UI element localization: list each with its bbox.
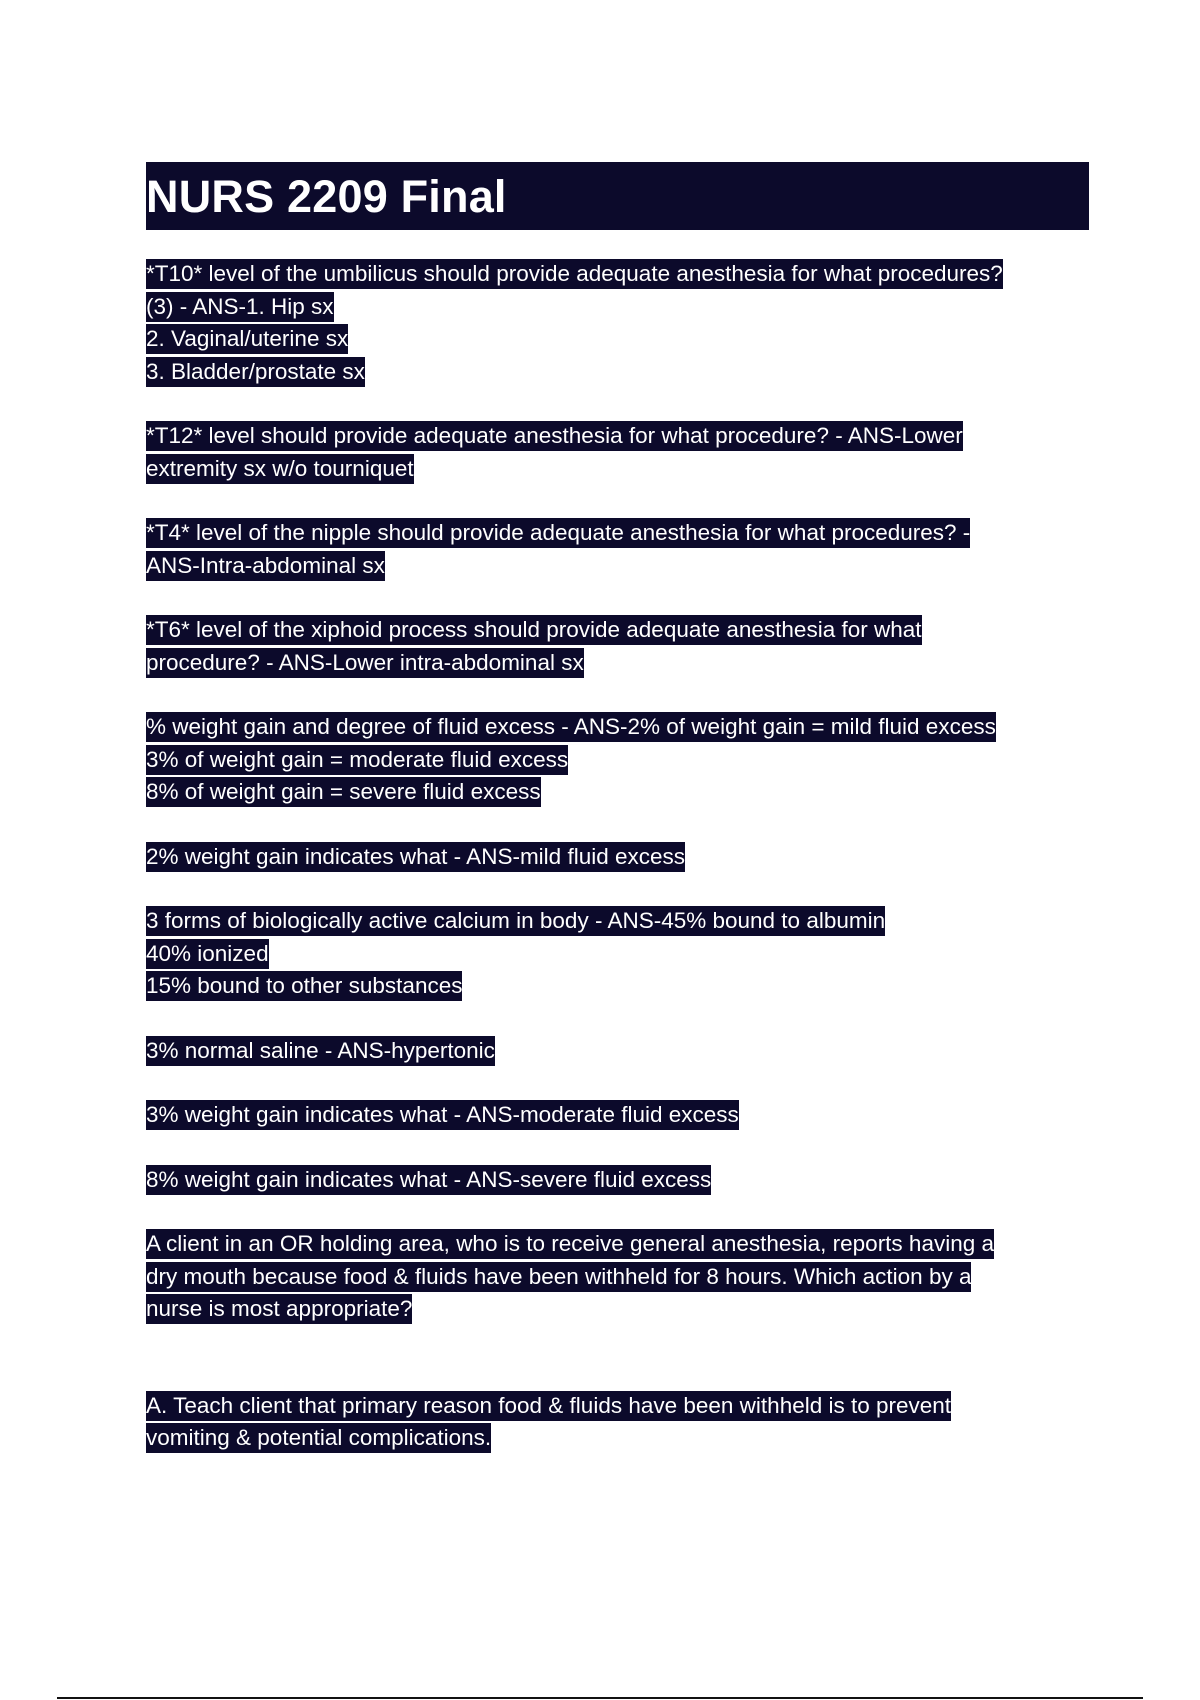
qa-line: 3 forms of biologically active calcium in body - ANS-45% bound to albumin — [146, 906, 885, 936]
qa-entry-t4 — [146, 517, 1089, 582]
qa-line: 15% bound to other substances — [146, 971, 462, 1001]
qa-entry-option-a — [146, 1390, 1089, 1455]
qa-line: 3% of weight gain = moderate fluid excess — [146, 745, 568, 775]
qa-line: 3. Bladder/prostate sx — [146, 357, 365, 387]
qa-line: 40% ionized — [146, 939, 269, 969]
qa-entry-t12 — [146, 420, 1089, 485]
qa-entry-2-percent — [146, 841, 1089, 874]
document-title: NURS 2209 Final — [146, 170, 507, 222]
qa-line: vomiting & potential complications. — [146, 1423, 491, 1453]
qa-line: 2. Vaginal/uterine sx — [146, 324, 348, 354]
qa-entry-weight-gain-degrees — [146, 711, 1089, 809]
qa-line: *T10* level of the umbilicus should provide adequate anesthesia for what procedures? — [146, 259, 1003, 289]
qa-line: ANS-Intra-abdominal sx — [146, 551, 385, 581]
qa-line: *T4* level of the nipple should provide adequate anesthesia for what procedures? - — [146, 518, 970, 548]
qa-entry-or-holding-question — [146, 1228, 1089, 1326]
qa-line: 2% weight gain indicates what - ANS-mild fluid excess — [146, 842, 685, 872]
qa-line: *T12* level should provide adequate anesthesia for what procedure? - ANS-Lower — [146, 421, 963, 451]
qa-line: (3) - ANS-1. Hip sx — [146, 292, 334, 322]
qa-entry-normal-saline — [146, 1035, 1089, 1068]
qa-line: extremity sx w/o tourniquet — [146, 454, 414, 484]
qa-line: 3% weight gain indicates what - ANS-moderate fluid excess — [146, 1100, 739, 1130]
qa-line: *T6* level of the xiphoid process should provide adequate anesthesia for what — [146, 615, 922, 645]
qa-line: nurse is most appropriate? — [146, 1294, 412, 1324]
qa-line: procedure? - ANS-Lower intra-abdominal sx — [146, 648, 584, 678]
qa-line: % weight gain and degree of fluid excess - ANS-2% of weight gain = mild fluid excess — [146, 712, 996, 742]
qa-entry-t6 — [146, 614, 1089, 679]
qa-line: dry mouth because food & fluids have been withheld for 8 hours. Which action by a — [146, 1262, 971, 1292]
qa-list — [146, 258, 1089, 1455]
document-page — [146, 162, 1089, 1487]
qa-entry-3-percent — [146, 1099, 1089, 1132]
title-banner — [146, 162, 1089, 230]
qa-line: 3% normal saline - ANS-hypertonic — [146, 1036, 495, 1066]
qa-entry-8-percent — [146, 1164, 1089, 1197]
qa-line: 8% weight gain indicates what - ANS-severe fluid excess — [146, 1165, 711, 1195]
qa-entry-t10 — [146, 258, 1089, 388]
qa-line: A client in an OR holding area, who is to receive general anesthesia, reports having a — [146, 1229, 994, 1259]
qa-line: 8% of weight gain = severe fluid excess — [146, 777, 541, 807]
bottom-divider — [57, 1697, 1143, 1699]
qa-line: A. Teach client that primary reason food & fluids have been withheld is to prevent — [146, 1391, 951, 1421]
qa-entry-calcium — [146, 905, 1089, 1003]
